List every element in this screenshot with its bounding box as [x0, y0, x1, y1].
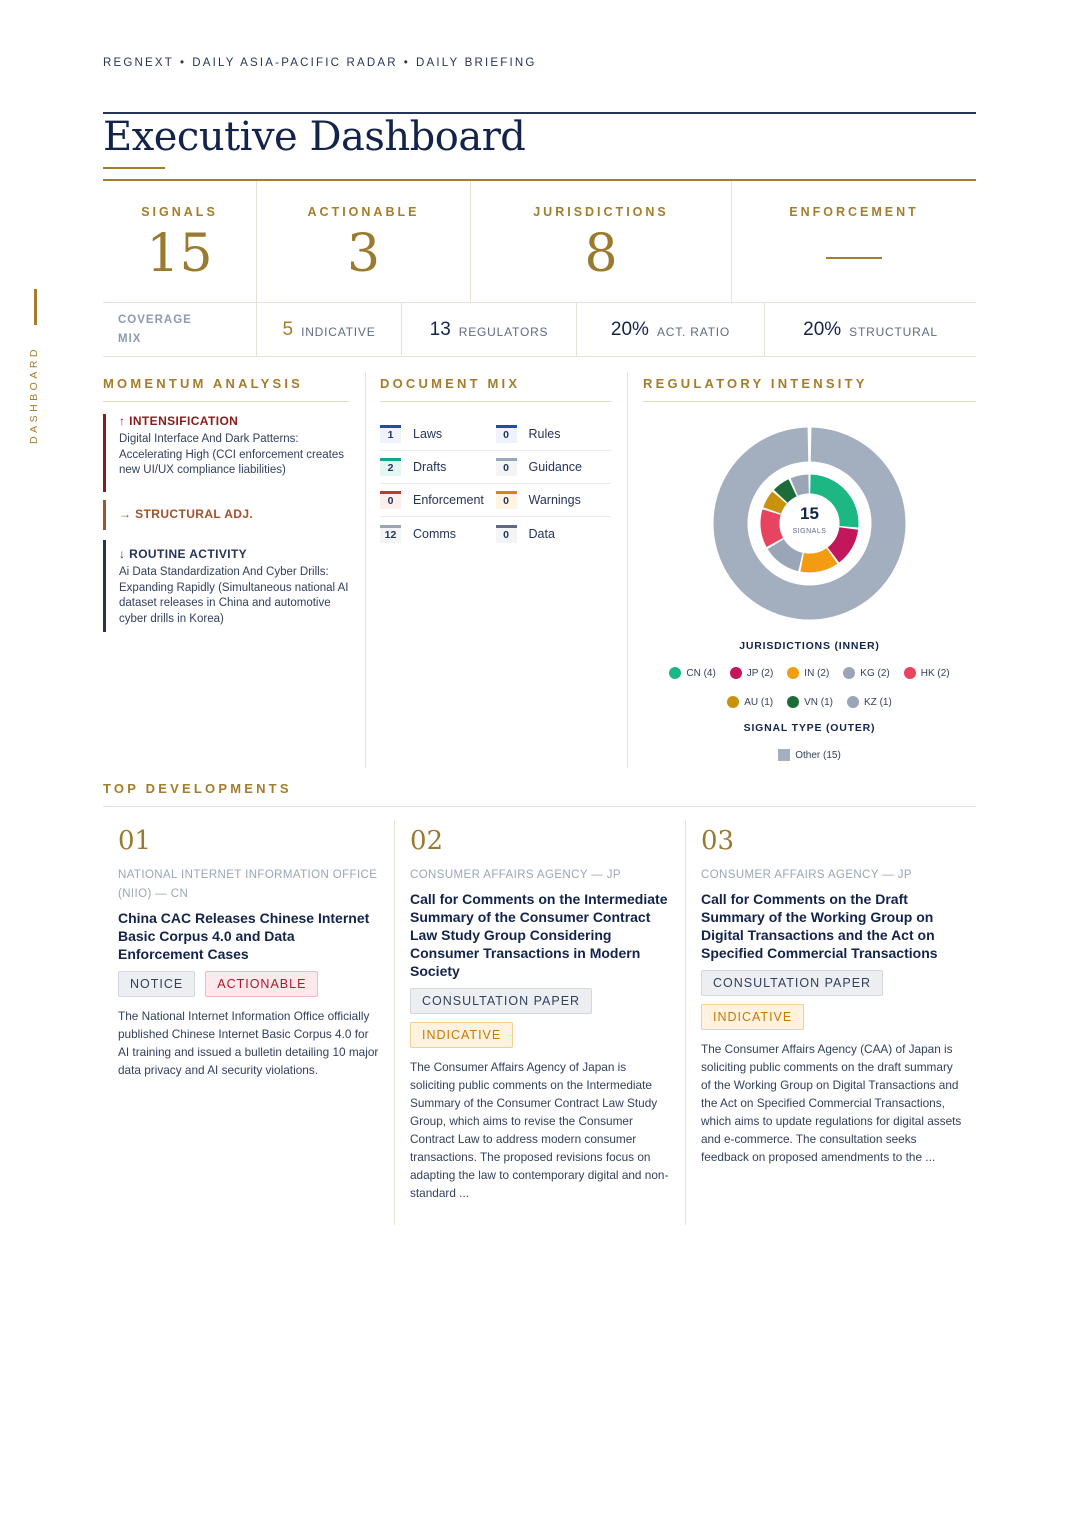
momentum-item-intensification[interactable]: [103, 414, 351, 492]
momentum-desc: Digital Interface And Dark Patterns: Accelerating High (CCI enforcement creates new UI/UX compliance liabilities): [119, 433, 344, 476]
tag-consultation-paper[interactable]: CONSULTATION PAPER: [701, 970, 883, 996]
momentum-heading: MOMENTUM ANALYSIS: [103, 376, 304, 391]
development-title[interactable]: Call for Comments on the Intermediate Summary of the Consumer Contract Law Study Group Considering Consumer Transactions in Modern Society: [410, 891, 668, 979]
doc-type-enforcement[interactable]: [380, 484, 496, 516]
top-developments-rule: [103, 806, 976, 807]
development-number: 02: [410, 826, 444, 856]
doc-count-badge: 1: [380, 425, 401, 443]
top-developments-heading: TOP DEVELOPMENTS: [103, 781, 292, 796]
doc-type-label: Rules: [528, 427, 561, 441]
inner-slice-hk[interactable]: [761, 509, 784, 547]
coverage-text: STRUCTURAL: [849, 324, 938, 339]
momentum-title: ↑ INTENSIFICATION: [119, 414, 239, 428]
kpi-empty-dash: [826, 257, 882, 259]
kpi-signals[interactable]: [103, 181, 257, 302]
development-summary: The National Internet Information Office officially published Chinese Internet Basic Corpus 4.0 for AI training and issued a bulletin detailing 10 major data privacy and AI security violations.: [118, 1009, 379, 1077]
page-title: Executive Dashboard: [103, 114, 526, 160]
kpi-label: ACTIONABLE: [307, 205, 420, 219]
doc-type-label: Data: [528, 526, 555, 541]
document-mix-row: [380, 517, 611, 550]
development-agency: CONSUMER AFFAIRS AGENCY — JP: [701, 869, 913, 881]
development-title[interactable]: China CAC Releases Chinese Internet Basic Corpus 4.0 and Data Enforcement Cases: [118, 910, 370, 962]
doc-type-label: Drafts: [413, 460, 447, 474]
kpi-value: 3: [346, 224, 381, 284]
doc-count-badge: 0: [496, 458, 517, 476]
title-accent-rule: [103, 167, 165, 169]
development-agency: NATIONAL INTERNET INFORMATION OFFICE (NIIO) — CN: [118, 869, 378, 900]
coverage-num: 20%: [610, 318, 649, 340]
kpi-enforcement[interactable]: [732, 181, 976, 302]
outer-legend-row: [643, 749, 976, 761]
development-tags: [410, 988, 672, 1048]
development-number: 03: [701, 826, 735, 856]
outer-legend-heading: SIGNAL TYPE (OUTER): [743, 722, 876, 734]
coverage-num: 5: [282, 318, 294, 340]
doc-type-label: Enforcement: [413, 493, 484, 507]
momentum-title: → STRUCTURAL ADJ.: [119, 507, 254, 521]
intensity-donut-chart: [713, 427, 906, 620]
momentum-item-routine[interactable]: [103, 540, 351, 632]
legend-label: KG (2): [860, 667, 890, 679]
legend-swatch: [847, 696, 859, 708]
intensity-rule: [643, 401, 976, 402]
document-mix-rule: [380, 401, 611, 402]
doc-count-badge: 0: [496, 491, 517, 509]
coverage-mix-row: [103, 303, 976, 357]
legend-label: VN (1): [804, 696, 834, 708]
legend-item-other[interactable]: [778, 749, 841, 761]
legend-label: KZ (1): [864, 696, 892, 708]
doc-type-label: Laws: [413, 427, 443, 441]
tag-indicative[interactable]: INDICATIVE: [410, 1022, 513, 1048]
legend-item-au[interactable]: [727, 696, 773, 708]
legend-item-cn[interactable]: [669, 667, 715, 679]
doc-count-badge: 0: [496, 525, 517, 543]
inner-legend-row: [643, 696, 976, 708]
doc-count-badge: 2: [380, 458, 401, 476]
doc-type-rules[interactable]: [496, 418, 612, 450]
coverage-text: REGULATORS: [458, 324, 549, 339]
coverage-indicative: [257, 303, 402, 356]
momentum-rule: [103, 401, 349, 402]
tag-indicative[interactable]: INDICATIVE: [701, 1004, 804, 1030]
coverage-text: INDICATIVE: [301, 324, 376, 339]
kpi-label: SIGNALS: [141, 205, 218, 219]
legend-swatch: [787, 667, 799, 679]
legend-swatch: [778, 749, 790, 761]
legend-swatch: [727, 696, 739, 708]
kpi-value: 15: [146, 224, 213, 284]
development-tags: [701, 970, 963, 1030]
kpi-label: ENFORCEMENT: [789, 205, 919, 219]
doc-type-data[interactable]: [496, 517, 612, 550]
coverage-mix-label: COVERAGE MIX: [103, 303, 257, 356]
kpi-row: [103, 181, 976, 303]
momentum-item-structural[interactable]: [103, 500, 351, 530]
inner-legend-row: [643, 667, 976, 679]
development-summary: The Consumer Affairs Agency (CAA) of Japan is soliciting public comments on the draft summary of the Working Group on Digital Transactions and the Act on Specified Commercial Transactions, which aims to update regulations for digital assets and e-commerce. The consultation seeks feedback on proposed amendments to the ...: [701, 1042, 962, 1164]
development-agency: CONSUMER AFFAIRS AGENCY — JP: [410, 869, 622, 881]
tag-notice[interactable]: NOTICE: [118, 971, 195, 997]
donut-center: [780, 494, 840, 554]
coverage-num: 13: [429, 318, 451, 340]
legend-label: HK (2): [920, 667, 950, 679]
document-mix-row: [380, 484, 611, 517]
legend-label: JP (2): [746, 667, 774, 679]
document-mix-grid: [380, 418, 611, 550]
card-divider: [685, 820, 686, 1225]
legend-swatch: [843, 667, 855, 679]
breadcrumb-item[interactable]: REGNEXT: [103, 57, 174, 69]
coverage-num: 20%: [803, 318, 842, 340]
document-mix-heading: DOCUMENT MIX: [380, 376, 521, 391]
doc-type-label: Guidance: [528, 460, 583, 474]
kpi-actionable[interactable]: [257, 181, 471, 302]
doc-count-badge: 12: [380, 525, 401, 543]
breadcrumb: REGNEXT • DAILY ASIA-PACIFIC RADAR • DAILY BRIEFING: [103, 57, 537, 69]
legend-item-vn[interactable]: [787, 696, 833, 708]
legend-swatch: [730, 667, 742, 679]
breadcrumb-item: DAILY BRIEFING: [416, 57, 537, 69]
legend-item-kz[interactable]: [847, 696, 892, 708]
donut-center-label: SIGNALS: [792, 528, 827, 535]
doc-type-laws[interactable]: [380, 418, 496, 450]
inner-legend-heading: JURISDICTIONS (INNER): [739, 640, 880, 652]
donut-center-value: 15: [800, 504, 819, 523]
kpi-value: 8: [584, 224, 618, 284]
coverage-regulators: [402, 303, 577, 356]
legend-swatch: [904, 667, 916, 679]
donut-svg: [713, 427, 906, 620]
legend-item-jp[interactable]: [730, 667, 774, 679]
kpi-jurisdictions[interactable]: [471, 181, 732, 302]
legend-label: AU (1): [744, 696, 774, 708]
development-title[interactable]: Call for Comments on the Draft Summary of the Working Group on Digital Transactions and the Act on Specified Commercial Transactions: [701, 891, 938, 961]
legend-swatch: [787, 696, 799, 708]
document-mix-row: [380, 451, 611, 484]
side-section-label: DASHBOARD: [28, 346, 40, 445]
doc-type-label: Comms: [413, 526, 457, 541]
coverage-text: ACT. RATIO: [656, 324, 731, 339]
legend-swatch: [669, 667, 681, 679]
development-number: 01: [118, 826, 152, 856]
momentum-title: ↓ ROUTINE ACTIVITY: [119, 547, 248, 561]
legend-label: IN (2): [804, 667, 830, 679]
doc-type-warnings[interactable]: [496, 484, 612, 516]
legend-label: Other (15): [795, 749, 841, 761]
tag-consultation-paper[interactable]: CONSULTATION PAPER: [410, 988, 592, 1014]
doc-type-drafts[interactable]: [380, 451, 496, 483]
development-card-03[interactable]: [701, 820, 963, 1225]
development-summary: The Consumer Affairs Agency of Japan is soliciting public comments on the Intermediate Summary of the Consumer Contract Law Study Group, which aims to revise the Consumer Contract Law to address modern consumer transactions. The proposed revisions focus on adapting the law to contemporary digital and non-standard ...: [410, 1060, 669, 1200]
doc-type-guidance[interactable]: [496, 451, 612, 483]
kpi-label: JURISDICTIONS: [533, 205, 669, 219]
intensity-heading: REGULATORY INTENSITY: [643, 376, 868, 391]
side-rail-marker: [34, 289, 37, 325]
coverage-structural: [765, 303, 976, 356]
tag-actionable[interactable]: ACTIONABLE: [205, 971, 318, 997]
column-divider: [627, 372, 628, 768]
doc-count-badge: 0: [380, 491, 401, 509]
coverage-act-ratio: [577, 303, 765, 356]
development-tags: [118, 971, 380, 997]
legend-label: CN (4): [686, 667, 716, 679]
development-card-02[interactable]: [410, 820, 672, 1225]
doc-type-comms[interactable]: [380, 517, 496, 550]
legend-item-hk[interactable]: [904, 667, 950, 679]
column-divider: [365, 372, 366, 768]
card-divider: [394, 820, 395, 1225]
momentum-desc: Ai Data Standardization And Cyber Drills: Expanding Rapidly (Simultaneous national AI dataset releases in China and automotive cyber drills in Korea): [119, 566, 349, 625]
breadcrumb-item[interactable]: DAILY ASIA-PACIFIC RADAR: [192, 57, 398, 69]
doc-type-label: Warnings: [528, 493, 581, 507]
legend-item-kg[interactable]: [843, 667, 889, 679]
doc-count-badge: 0: [496, 425, 517, 443]
legend-item-in[interactable]: [787, 667, 829, 679]
document-mix-row: [380, 418, 611, 451]
development-card-01[interactable]: [118, 820, 380, 1225]
